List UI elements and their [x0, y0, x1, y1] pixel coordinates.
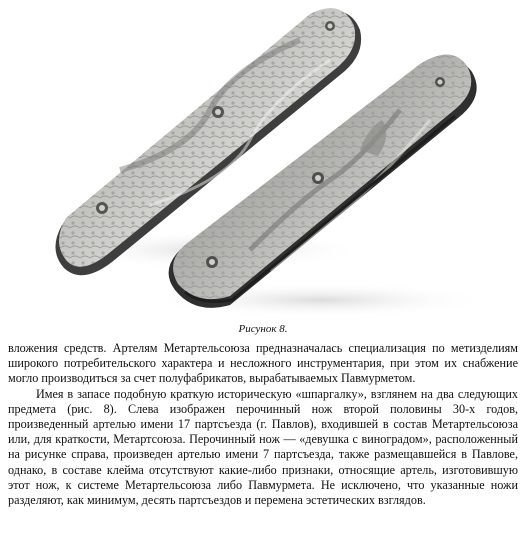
- body-text: [8, 341, 518, 508]
- figure-caption: Рисунок 8.: [238, 323, 288, 335]
- paragraph-1: вложения средств. Артелям Метартельсоюза предназначалась специализация по метизделиям широкого потребительского характера и несложного инструментария, при этом их снабжение могло производиться за счет полуфабрикатов, вырабатываемых Павмурметом.: [8, 341, 518, 386]
- paragraph-2: Имея в запасе подобную краткую историческую «шпаргалку», взглянем на два следующих предмета (рис. 8). Слева изображен перочинный нож второй половины 30-х годов, произведенный артелью имени 17 партсъезда (г. Павлов), входившей в состав Метартельсоюза или, для краткости, Метартсоюза. Перочинный нож — «девушка с виноградом», расположенный на рисунке справа, произведен артелью имени 7 партсъезда, также размещавшейся в Павлове, однако, в составе клейма отсутствуют какие-либо признаки, относящие артель, изготовившую этот нож, к системе Метартельсоюза либо Павмурмета. Не исключено, что указанные ножи разделяют, как минимум, десять партсъездов и перемена эстетических взглядов.: [8, 386, 518, 508]
